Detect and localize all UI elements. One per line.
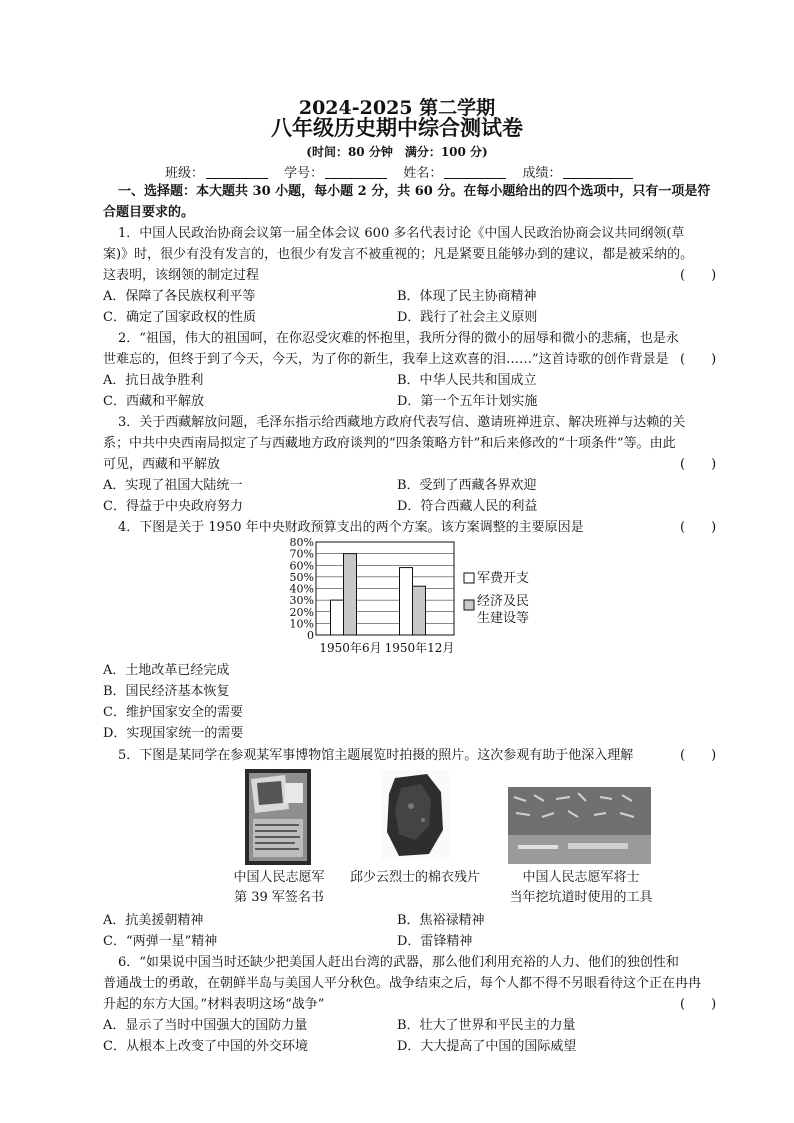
legend-swatch-military [464,573,474,583]
q1-option-a[interactable]: A．保障了各民族权利平等 [103,289,256,304]
q2-option-b[interactable]: B．中华人民共和国成立 [397,373,537,388]
photo3-caption [496,868,666,908]
q1-stem-line1: 1．中国人民政治协商会议第一届全体会议 600 多名代表讨论《中国人民政治协商会议共同纲领(草 [118,226,685,241]
chart-y-tick-label: 30% [289,594,314,608]
field-number-blank[interactable] [325,166,387,179]
q2-option-d[interactable]: D．第一个五年计划实施 [397,394,538,409]
q3-option-b[interactable]: B．受到了西藏各界欢迎 [397,478,537,493]
q1-option-b[interactable]: B．体现了民主协商精神 [397,289,537,304]
field-name-label: 姓名： [403,166,443,181]
legend-label-economy-line2: 生建设等 [477,611,530,626]
q3-option-a[interactable]: A．实现了祖国大陆统一 [103,478,243,493]
field-class-label: 班级： [165,166,205,181]
q6-stem-line1: 6．“如果说中国当时还缺少把美国人赶出台湾的武器，那么他们利用充裕的人力、他们的独创性和 [118,955,679,970]
chart-y-tick-label: 20% [289,605,314,619]
chart-bar [331,600,344,635]
chart-y-tick-label: 40% [289,582,314,596]
q2-stem-line2: 世难忘的，但终于到了今天，今天，为了你的新生，我奉上这欢喜的泪……”这首诗歌的创作背景是 [103,352,669,367]
q6-option-b[interactable]: B．壮大了世界和平民主的力量 [397,1018,576,1033]
q2-option-a[interactable]: A．抗日战争胜利 [103,373,204,388]
q1-option-c[interactable]: C．确定了国家政权的性质 [103,310,256,325]
cotton-coat-fragment-photo [381,770,449,860]
q6-option-d[interactable]: D．大大提高了中国的国际威望 [397,1039,577,1054]
photo2-caption: 邱少云烈士的棉衣残片 [349,870,480,885]
q6-answer-paren[interactable]: ( ) [680,997,717,1012]
q4-stem-line1: 4．下图是关于 1950 年中央财政预算支出的两个方案。该方案调整的主要原因是 [118,520,584,535]
chart-bar [413,586,426,635]
field-class-blank[interactable] [206,166,268,179]
q2-option-c[interactable]: C．西藏和平解放 [103,394,204,409]
q6-stem-line2: 普通战士的勇敢，在朝鲜半岛与美国人平分秋色。战争结束之后，每个人都不得不另眼看待这个正在冉冉 [103,976,702,991]
q4-option-a[interactable]: A．土地改革已经完成 [103,663,230,678]
exam-year-term: 2024-2025 第二学期 [298,97,496,119]
student-info-fields [165,162,645,181]
photo1-caption-line2: 第 39 军签名书 [234,890,324,905]
exam-meta: (时间：80 分钟 满分：100 分) [306,145,488,159]
q4-option-d[interactable]: D．实现国家统一的需要 [103,726,244,741]
photo3-caption-line2: 当年挖坑道时使用的工具 [509,890,653,905]
q6-stem-line3: 升起的东方大国。”材料表明这场“战争” [103,997,325,1012]
chart-x-category-label: 1950年6月 [319,641,382,655]
chart-bar [400,568,413,635]
chart-y-tick-label: 60% [289,559,314,573]
chart-y-tick-label: 70% [289,547,314,561]
q1-option-d[interactable]: D．践行了社会主义原则 [397,310,538,325]
q3-stem-line1: 3．关于西藏解放问题，毛泽东指示给西藏地方政府代表写信、邀请班禅进京、解决班禅与达赖的关 [118,415,686,430]
q4-answer-paren[interactable]: ( ) [680,520,717,535]
exam-title: 八年级历史期中综合测试卷 [271,115,523,140]
q2-stem-line1: 2．“祖国，伟大的祖国呵，在你忍受灾难的怀抱里，我所分得的微小的屈辱和微小的悲痛，也是永 [118,331,679,346]
field-score-label: 成绩： [522,166,562,181]
chart-y-tick-label: 10% [289,617,314,631]
chart-y-tick-label: 0 [307,629,314,642]
budget-bar-chart [282,534,552,660]
legend-label-military: 军费开支 [477,571,530,586]
q6-option-c[interactable]: C．从根本上改变了中国的外交环境 [103,1039,308,1054]
section-heading-line2: 合题目要求的。 [103,205,195,220]
q4-option-b[interactable]: B．国民经济基本恢复 [103,684,230,699]
q1-answer-paren[interactable]: ( ) [680,268,717,283]
legend-swatch-economy [464,600,474,610]
photo1-caption [220,868,338,908]
q3-stem-line3: 可见，西藏和平解放 [103,457,221,472]
chart-y-tick-label: 80% [289,536,314,549]
q5-option-b[interactable]: B．焦裕禄精神 [397,913,485,928]
chart-bar [344,554,357,635]
q3-option-c[interactable]: C．得益于中央政府努力 [103,499,243,514]
q1-stem-line2: 案)》时，很少有没有发言的，也很少有发言不被重视的；凡是紧要且能够办到的建议，都是被采纳的。 [103,247,694,262]
q5-option-d[interactable]: D．雷锋精神 [397,934,473,949]
chart-y-tick-label: 50% [289,570,314,584]
q5-option-a[interactable]: A．抗美援朝精神 [103,913,204,928]
photo3-caption-line1: 中国人民志愿军将士 [522,870,640,885]
field-number-label: 学号： [284,166,324,181]
q5-answer-paren[interactable]: ( ) [680,748,717,763]
q3-stem-line2: 系；中共中央西南局拟定了与西藏地方政府谈判的“四条策略方针”和后来修改的“十项条件”等。由此 [103,436,676,451]
q2-answer-paren[interactable]: ( ) [680,352,717,367]
q4-option-c[interactable]: C．维护国家安全的需要 [103,705,243,720]
q6-option-a[interactable]: A．显示了当时中国强大的国防力量 [103,1018,308,1033]
q3-option-d[interactable]: D．符合西藏人民的利益 [397,499,538,514]
field-score-blank[interactable] [563,166,633,179]
section-heading-line1: 一、选择题：本大题共 30 小题，每小题 2 分，共 60 分。在每小题给出的四个选项中，只有一项是符 [118,184,711,199]
q1-stem-line3: 这表明，该纲领的制定过程 [103,268,260,283]
q3-answer-paren[interactable]: ( ) [680,457,717,472]
signature-book-photo [245,769,311,865]
chart-x-category-label: 1950年12月 [384,641,455,655]
q5-stem-line1: 5．下图是某同学在参观某军事博物馆主题展览时拍摄的照片。这次参观有助于他深入理解 [118,748,634,763]
legend-label-economy-line1: 经济及民 [477,594,530,609]
field-name-blank[interactable] [444,166,506,179]
tunnel-tools-photo [508,787,651,864]
photo1-caption-line1: 中国人民志愿军 [233,870,325,885]
q5-option-c[interactable]: C．“两弹一星”精神 [103,934,218,949]
